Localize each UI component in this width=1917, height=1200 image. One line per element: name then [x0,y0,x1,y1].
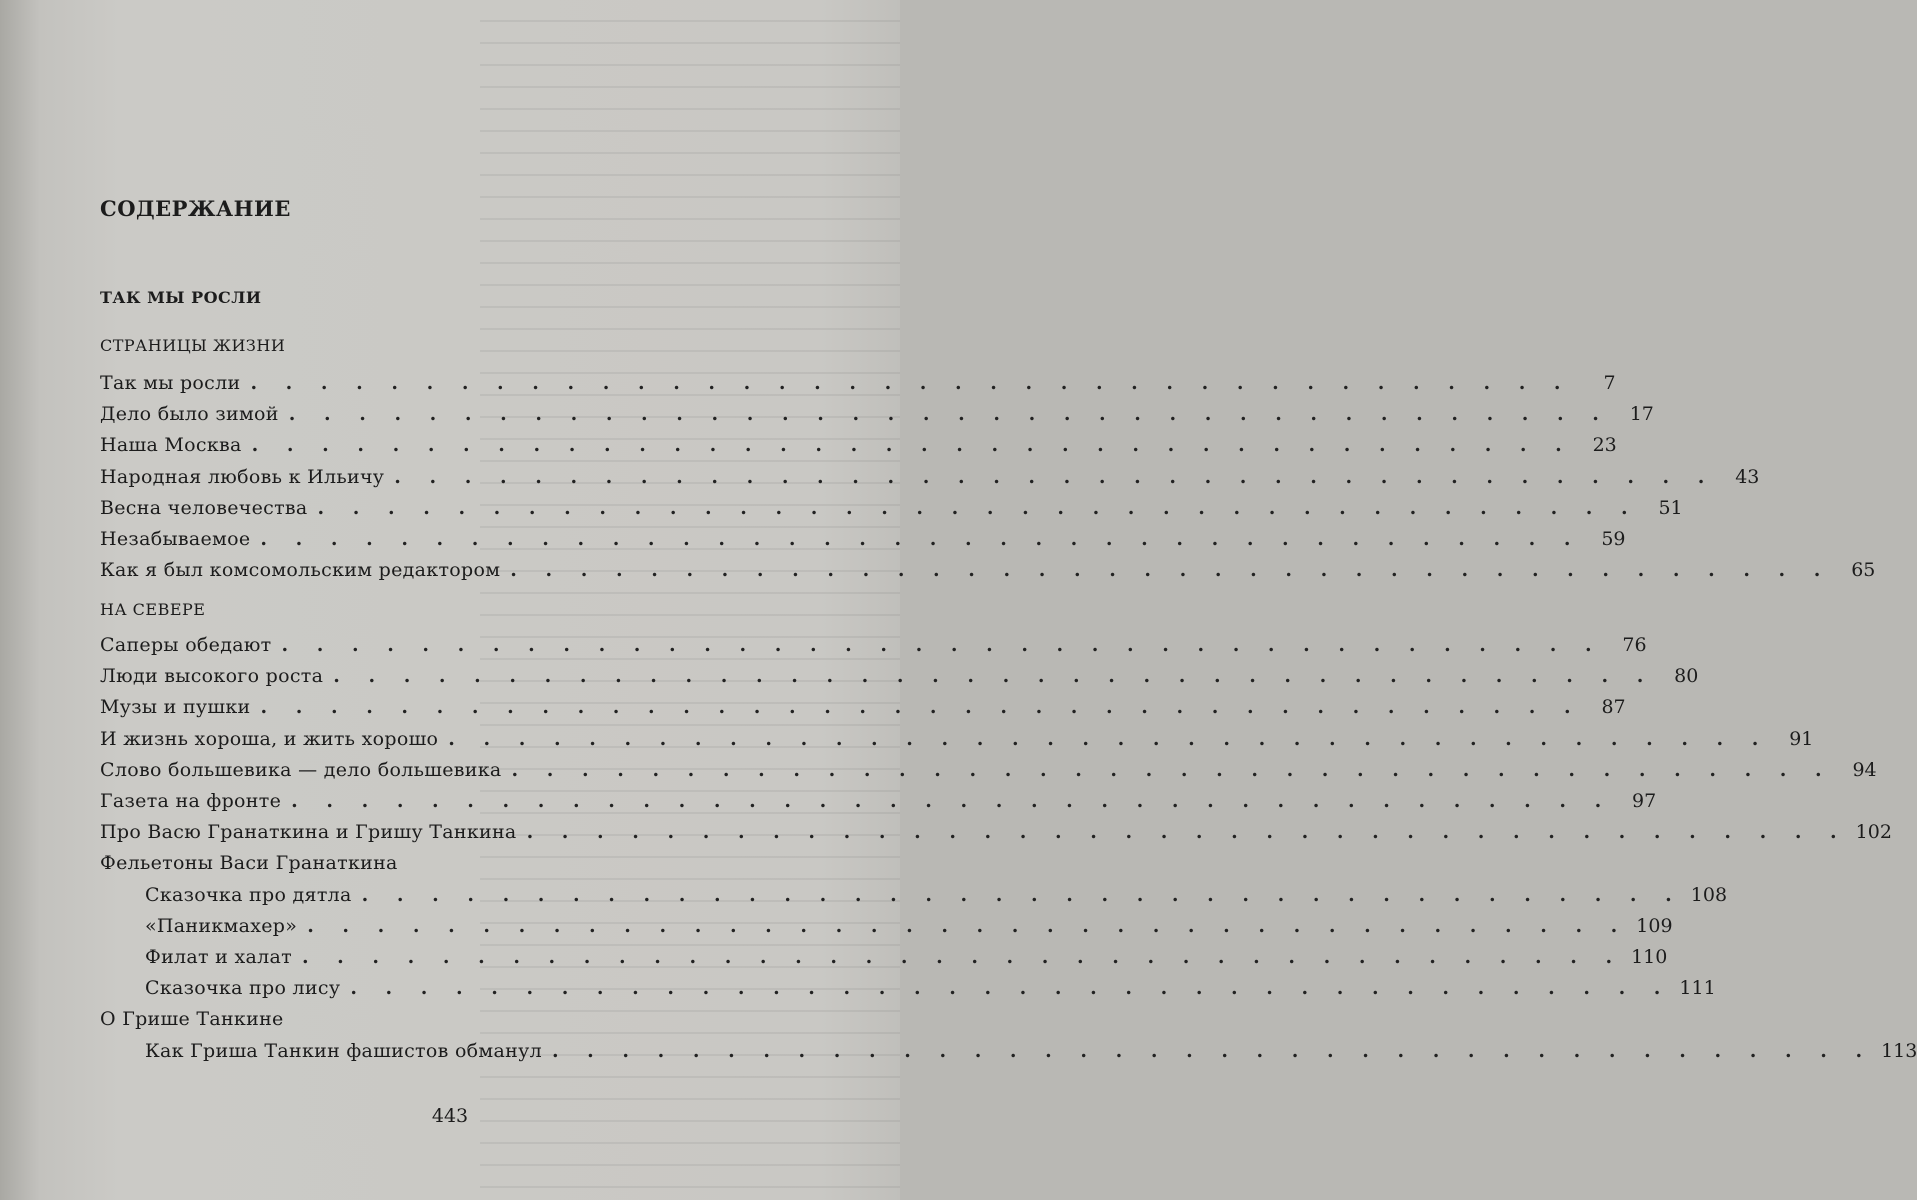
toc-entry-page: 17 [1629,403,1654,426]
toc-entry-title: Сказочка про дятла [145,883,352,906]
toc-entry [100,426,1617,457]
toc-entry-page: 7 [1603,372,1616,394]
toc-entry-title: И жизнь хороша, и жить хорошо [100,727,439,750]
toc-entry-title: Весна человечества [100,496,308,519]
toc-entry-page: 76 [1622,634,1647,656]
section-title-1: СТРАНИЦЫ ЖИЗНИ [100,336,286,355]
toc-entry [100,657,1699,688]
toc-entry-title: Сказочка про лису [145,977,341,1000]
toc-entry-title: «Паникмахер» [145,914,298,937]
toc-entry-page: 43 [1735,465,1760,488]
toc-entry-page: 59 [1601,528,1626,550]
dot-leader: . . . . . . . . . . . . . . . . . . . . . . . . . . . . . . . . . . . . . . [333,665,1655,688]
toc-entry [100,520,1626,550]
toc-entry-page: 80 [1674,665,1699,688]
toc-entry-page: 91 [1789,727,1814,750]
toc-entry-title: Незабываемое [100,528,251,550]
dot-leader: . . . . . . . . . . . . . . . . . . . . . . . . . . . . . . . . . . . . . . [551,1039,1874,1062]
toc-entry-page: 23 [1592,434,1617,457]
toc-entry [100,688,1626,719]
toc-entry-title: О Грише Танкине [100,1008,284,1031]
dot-leader: . . . . . . . . . . . . . . . . . . . . . . . . . . . . . . . . . . . . . . [307,914,1629,937]
dot-leader: . . . . . . . . . . . . . . . . . . . . . . . . . . . . . . . . . . . . . . [511,758,1833,781]
toc-entry-title: Саперы обедают [100,634,272,656]
toc-entry-title: Народная любовь к Ильичу [100,465,385,488]
toc-entry-title: Музы и пушки [100,696,251,719]
toc-entry-page: 109 [1636,914,1673,937]
dot-leader: . . . . . . . . . . . . . . . . . . . . . . . . . . . . . . . . . . . . . . [288,403,1610,426]
toc-entry-title: Как Гриша Танкин фашистов обманул [145,1039,542,1062]
toc-entry-page: 111 [1679,977,1716,1000]
dot-leader: . . . . . . . . . . . . . . . . . . . . . . . . . . . . . . . . . . . . . . [260,528,1582,550]
toc-entry-title: Газета на фронте [100,790,282,812]
toc-entry-title: Наша Москва [100,434,242,457]
toc-entry-title: Так мы росли [100,372,241,394]
toc-entry [100,395,1654,426]
toc-entry [100,751,1877,781]
toc-entry [100,458,1760,488]
toc-entry-title: Фельетоны Васи Гранаткина [100,852,398,875]
toc-entry-page: 65 [1851,559,1876,582]
toc-entry [100,551,1876,582]
toc-entry-title: Как я был комсомольским редактором [100,559,501,582]
toc-entry-page: 97 [1632,790,1657,812]
dot-leader: . . . . . . . . . . . . . . . . . . . . . . . . . . . . . . . . . . . . . . [448,727,1770,750]
dot-leader: . . . . . . . . . . . . . . . . . . . . . . . . . . . . . . . . . . . . . . [291,790,1613,812]
toc-entry-title: Филат и халат [145,946,292,968]
dot-leader: . . . . . . . . . . . . . . . . . . . . . . . . . . . . . . . . . . . . . . [350,977,1672,1000]
toc-entry-page: 87 [1601,696,1626,719]
dot-leader: . . . . . . . . . . . . . . . . . . . . . . . . . . . . . . . . . . . . . . [510,559,1832,582]
toc-entry [100,782,1657,812]
toc-entry-title: Слово большевика — дело большевика [100,758,502,781]
dot-leader: . . . . . . . . . . . . . . . . . . . . . . . . . . . . . . . . . . . . . . [526,821,1848,844]
dot-leader: . . . . . . . . . . . . . . . . . . . . . . . . . . . . . . . . . . . . . . [394,465,1716,488]
toc-entry-title: Люди высокого роста [100,665,324,688]
section-title-2: НА СЕВЕРЕ [100,600,206,619]
toc-entry [100,1000,815,1030]
toc-entry [100,813,1892,844]
page-number: 443 [431,1105,469,1127]
toc-entry [145,969,1716,1000]
toc-entry [100,489,1683,519]
part-title: ТАК МЫ РОСЛИ [100,288,262,307]
toc-entry-title: Про Васю Гранаткина и Гришу Танкина [100,821,517,844]
toc-entry-page: 108 [1690,883,1728,906]
toc-entry [145,1032,1917,1062]
dot-leader: . . . . . . . . . . . . . . . . . . . . . . . . . . . . . . . . . . . . . . [281,634,1603,656]
dot-leader: . . . . . . . . . . . . . . . . . . . . . . . . . . . . . . . . . . . . . . [260,696,1582,719]
toc-entry-page: 102 [1855,821,1892,844]
dot-leader: . . . . . . . . . . . . . . . . . . . . . . . . . . . . . . . . . . . . . . [250,372,1572,394]
toc-entry [100,364,1616,394]
dot-leader: . . . . . . . . . . . . . . . . . . . . . . . . . . . . . . . . . . . . . . [301,946,1624,968]
toc-entry-page: 94 [1852,758,1877,781]
dot-leader: . . . . . . . . . . . . . . . . . . . . . . . . . . . . . . . . . . . . . . [317,496,1639,519]
dot-leader: . . . . . . . . . . . . . . . . . . . . . . . . . . . . . . . . . . . . . . [361,883,1683,906]
toc-entry [100,626,1647,656]
toc-entry [100,844,815,874]
toc-entry-title: Дело было зимой [100,403,279,426]
toc-entry [145,938,1668,968]
toc-entry [145,876,1728,906]
toc-entry [100,720,1814,750]
toc-entry-page: 51 [1658,496,1683,519]
toc-entry-page: 110 [1631,946,1668,968]
dot-leader: . . . . . . . . . . . . . . . . . . . . . . . . . . . . . . . . . . . . . . [251,434,1573,457]
toc-entry-page: 113 [1881,1039,1917,1062]
page-title: СОДЕРЖАНИЕ [100,196,291,221]
toc-entry [145,907,1673,937]
